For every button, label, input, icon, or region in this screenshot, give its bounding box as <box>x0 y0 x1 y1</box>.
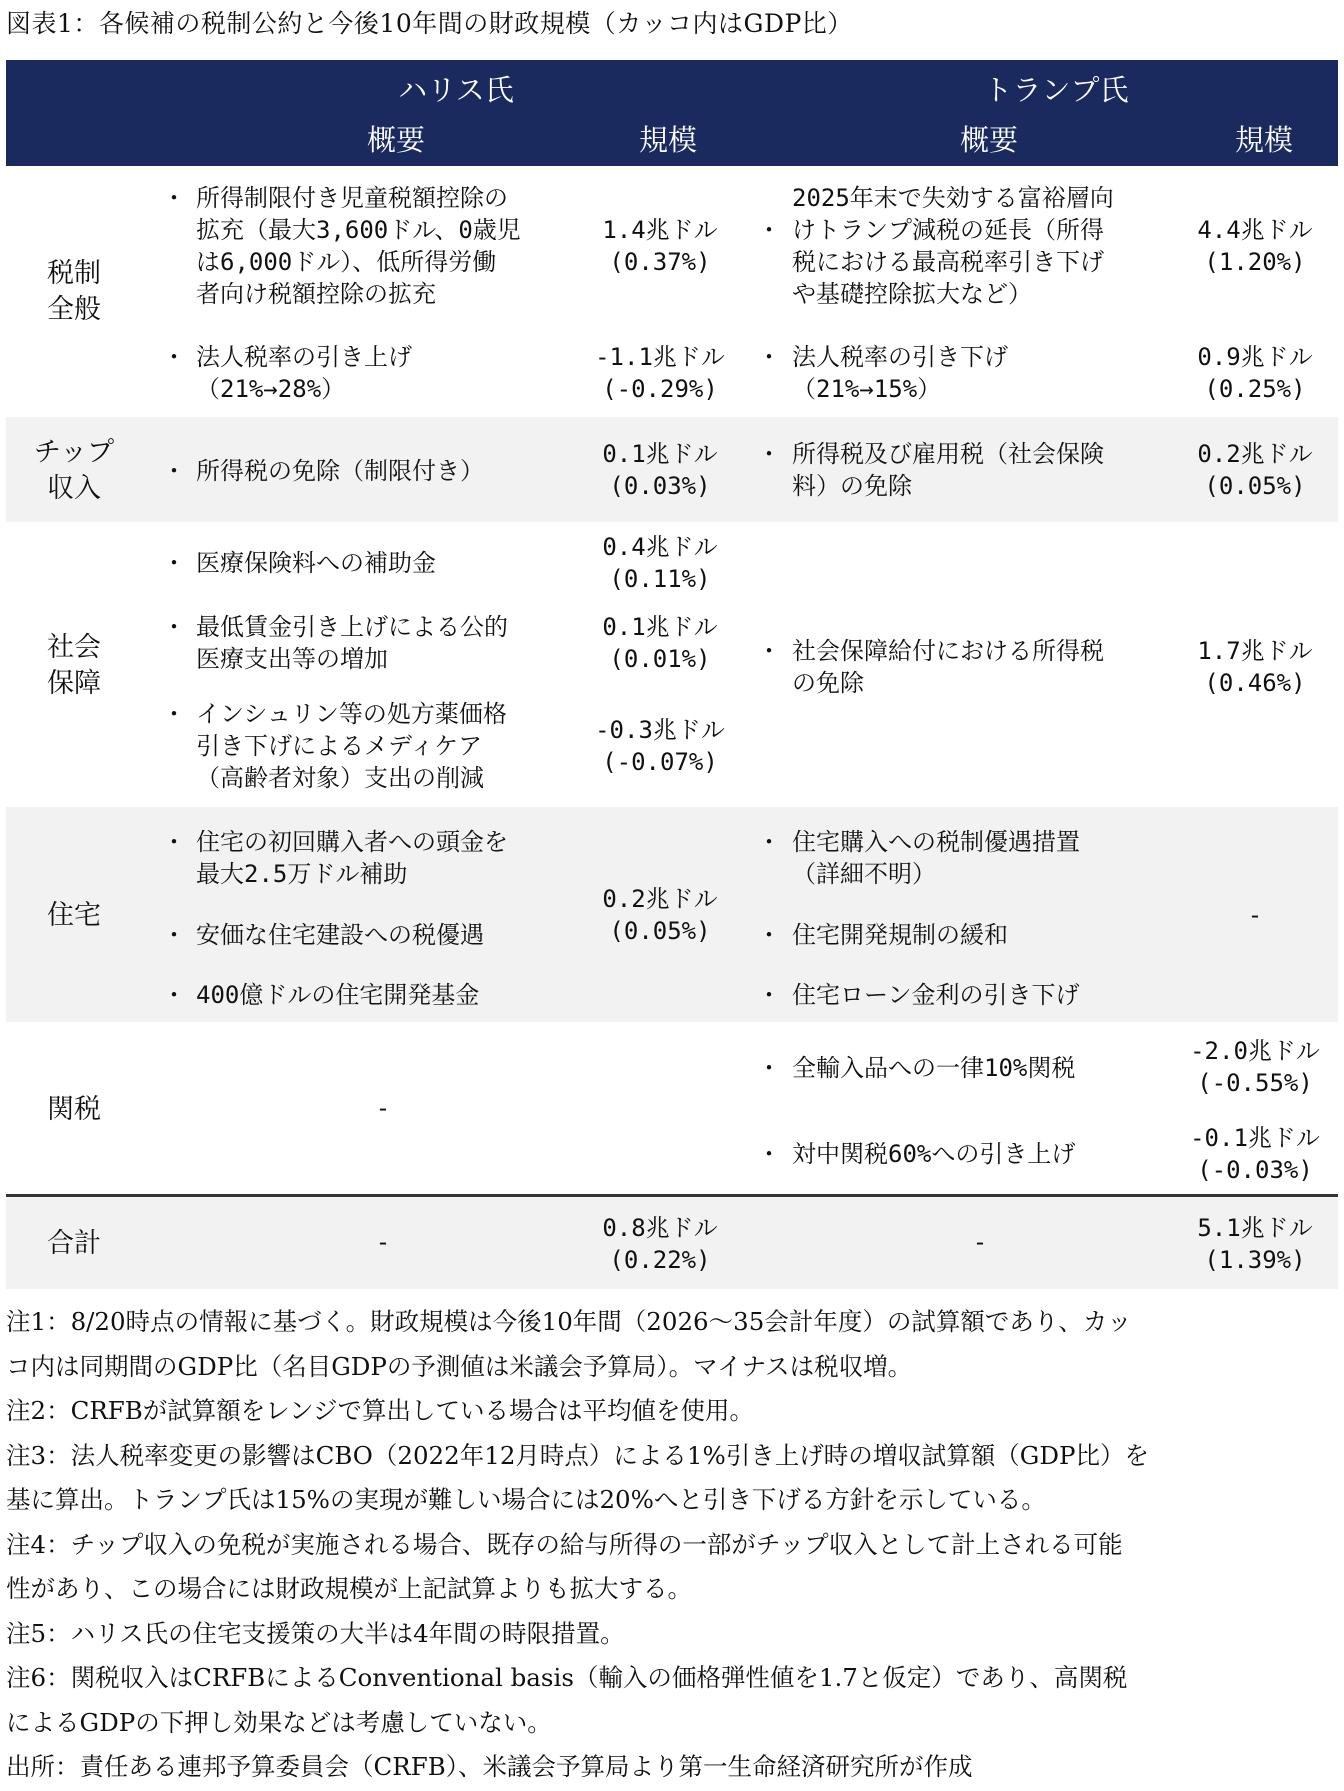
harris-housing-item-3: 400億ドルの住宅開発基金 <box>196 981 480 1009</box>
category-housing: 住宅 <box>47 900 101 931</box>
harris-total-summary: - <box>375 1228 391 1256</box>
harris-housing-amount: 0.2兆ドル (0.05%) <box>602 885 718 945</box>
bullet: ・ <box>757 981 781 1009</box>
trump-social-amount: 1.7兆ドル (0.46%) <box>1197 637 1313 697</box>
bullet: ・ <box>757 216 781 244</box>
trump-tip-amount: 0.2兆ドル (0.05%) <box>1197 440 1313 500</box>
trump-tip-item: 所得税及び雇用税（社会保険 料）の免除 <box>792 440 1104 500</box>
harris-social-item-3: インシュリン等の処方薬価格 引き下げによるメディケア （高齢者対象）支出の削減 <box>196 700 507 792</box>
trump-tax-item-2: 法人税率の引き下げ （21%→15%） <box>792 343 1008 403</box>
table-header <box>6 60 1338 166</box>
harris-tax-amount-1: 1.4兆ドル (0.37%) <box>602 216 718 276</box>
bullet: ・ <box>162 828 186 856</box>
harris-housing-item-2: 安価な住宅建設への税優遇 <box>196 921 484 949</box>
harris-social-item-2: 最低賃金引き上げによる公的 医療支出等の増加 <box>196 613 508 673</box>
trump-housing-item-1: 住宅購入への税制優遇措置 （詳細不明） <box>792 828 1080 888</box>
trump-housing-item-2: 住宅開発規制の緩和 <box>792 921 1008 949</box>
harris-social-amount-2: 0.1兆ドル (0.01%) <box>602 613 718 673</box>
trump-tariff-amount-2: -0.1兆ドル (-0.03%) <box>1190 1124 1320 1184</box>
harris-tax-amount-2: -1.1兆ドル (-0.29%) <box>595 343 725 403</box>
trump-scale-header: 規模 <box>1234 123 1293 157</box>
trump-housing-item-3: 住宅ローン金利の引き下げ <box>792 981 1080 1009</box>
bullet: ・ <box>162 613 186 641</box>
bullet: ・ <box>162 981 186 1009</box>
category-total: 合計 <box>47 1228 101 1259</box>
harris-tip-item: 所得税の免除（制限付き） <box>196 457 484 485</box>
harris-tariff-summary: - <box>375 1094 391 1122</box>
harris-header: ハリス氏 <box>398 73 514 107</box>
category-social: 社会 保障 <box>47 632 101 699</box>
harris-tax-item-2: 法人税率の引き上げ （21%→28%） <box>196 343 412 403</box>
figure-title: 図表1：各候補の税制公約と今後10年間の財政規模（カッコ内はGDP比） <box>6 9 853 38</box>
bullet: ・ <box>757 637 781 665</box>
trump-tariff-item-2: 対中関税60%への引き上げ <box>792 1140 1076 1168</box>
trump-tax-amount-2: 0.9兆ドル (0.25%) <box>1197 343 1313 403</box>
bullet: ・ <box>757 343 781 371</box>
trump-header: トランプ氏 <box>983 73 1129 107</box>
bullet: ・ <box>757 828 781 856</box>
harris-summary-header: 概要 <box>366 123 425 157</box>
harris-scale-header: 規模 <box>638 123 697 157</box>
bullet: ・ <box>162 700 186 728</box>
notes: 注1：8/20時点の情報に基づく。財政規模は今後10年間（2026～35会計年度）の試算額であり、カッ コ内は同期間のGDP比（名目GDPの予測値は米議会予算局）。マイナスは税収増。 注2：CRFBが試算額をレンジで算出している場合は平均値を使用。 注3：法人税率変更の影響はCBO（2022年12月時点）による1%引き上げ時の増収試算額（GDP比）を 基に算出。トランプ氏は15%の実現が難しい場合には20%へと引き下げる方針を示している。 注4：チップ収入の免税が実施される場合、既存の給与所得の一部がチップ収入として計上される可能 性があり、この場合には財政規模が上記試算よりも拡大する。 注5：ハリス氏の住宅支援策の大半は4年間の時限措置。 注6：関税収入はCRFBによるConventional basis（輸入の価格弾性値を1.7と仮定）であり、高関税 によるGDPの下押し効果などは考慮していない。 出所：責任ある連邦予算委員会（CRFB）、米議会予算局より第一生命経済研究所が作成 <box>6 1307 1149 1781</box>
harris-social-amount-3: -0.3兆ドル (-0.07%) <box>595 716 725 776</box>
trump-tariff-amount-1: -2.0兆ドル (-0.55%) <box>1190 1037 1320 1097</box>
harris-tax-item-1: 所得制限付き児童税額控除の 拡充（最大3,600ドル、0歳児 は6,000ドル）、低所得労働 者向け税額控除の拡充 <box>196 184 521 308</box>
trump-tax-amount-1: 4.4兆ドル (1.20%) <box>1197 216 1313 276</box>
category-tip: チップ 収入 <box>33 437 115 504</box>
harris-social-item-1: 医療保険料への補助金 <box>196 549 436 577</box>
trump-tax-item-1: 2025年末で失効する富裕層向 けトランプ減税の延長（所得 税における最高税率引き下げ や基礎控除拡大など） <box>792 184 1114 308</box>
bullet: ・ <box>757 440 781 468</box>
harris-total-amount: 0.8兆ドル (0.22%) <box>602 1214 718 1274</box>
bullet: ・ <box>162 343 186 371</box>
harris-social-amount-1: 0.4兆ドル (0.11%) <box>602 533 718 593</box>
bullet: ・ <box>757 921 781 949</box>
trump-social-item: 社会保障給付における所得税 の免除 <box>792 637 1104 697</box>
bullet: ・ <box>757 1140 781 1168</box>
trump-total-amount: 5.1兆ドル (1.39%) <box>1197 1214 1313 1274</box>
trump-housing-amount: - <box>1247 901 1263 929</box>
bullet: ・ <box>162 921 186 949</box>
trump-tariff-item-1: 全輸入品への一律10%関税 <box>792 1054 1076 1082</box>
trump-total-summary: - <box>972 1228 988 1256</box>
bullet: ・ <box>162 549 186 577</box>
category-tariff: 関税 <box>47 1094 101 1125</box>
harris-housing-item-1: 住宅の初回購入者への頭金を 最大2.5万ドル補助 <box>196 828 508 888</box>
bullet: ・ <box>162 184 186 212</box>
bullet: ・ <box>162 457 186 485</box>
harris-tip-amount: 0.1兆ドル (0.03%) <box>602 440 718 500</box>
trump-summary-header: 概要 <box>959 123 1018 157</box>
category-tax: 税制 全般 <box>47 258 101 325</box>
bullet: ・ <box>757 1054 781 1082</box>
